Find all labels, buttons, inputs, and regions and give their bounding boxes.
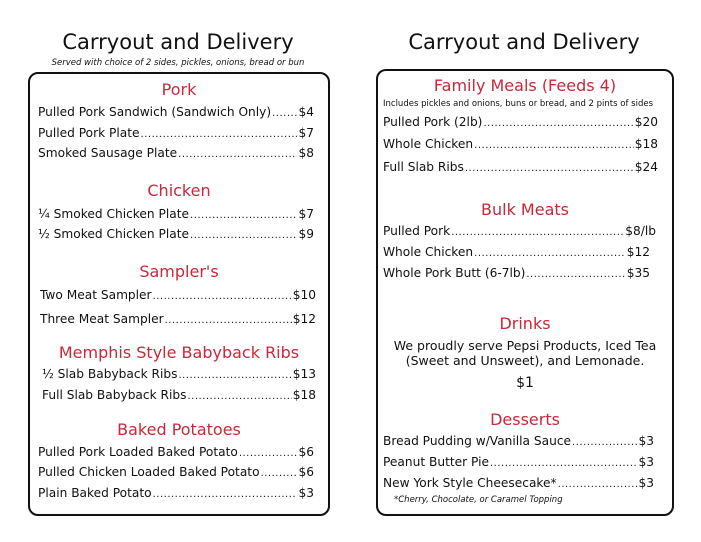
item-name: ½ Slab Babyback Ribs (42, 367, 178, 381)
section-heading-samplers: Sampler's (139, 262, 219, 281)
item-name: Pulled Pork Sandwich (Sandwich Only) (38, 105, 272, 119)
item-name: Plain Baked Potato (38, 486, 152, 500)
section-heading-family-meals: Family Meals (Feeds 4) (433, 76, 617, 95)
item-price: $18 (634, 137, 658, 151)
menu-item (383, 476, 654, 490)
menu-item (38, 105, 314, 119)
item-name: Pulled Pork (383, 224, 451, 238)
item-price: $13 (292, 367, 316, 381)
menu-item (383, 160, 658, 174)
menu-item (42, 367, 316, 381)
item-name: Smoked Sausage Plate (38, 146, 178, 160)
item-price: $4 (298, 105, 314, 119)
leader-dots (572, 434, 637, 448)
item-name: Full Slab Ribs (383, 160, 464, 174)
right-menu-panel (376, 69, 674, 516)
menu-item (42, 388, 316, 402)
item-price: $9 (298, 227, 314, 241)
item-name: Whole Chicken (383, 137, 474, 151)
leader-dots (190, 227, 297, 241)
item-price: $8 (298, 146, 314, 160)
menu-item (383, 266, 650, 280)
item-price: $7 (298, 126, 314, 140)
item-price: $18 (292, 388, 316, 402)
menu-item (38, 207, 314, 221)
item-name: Whole Pork Butt (6-7lb) (383, 266, 526, 280)
menu-item (38, 227, 314, 241)
menu-item (383, 224, 656, 238)
menu-item (383, 115, 658, 129)
drinks-description-line-2: (Sweet and Unsweet), and Lemonade. (405, 353, 645, 368)
menu-item (38, 465, 314, 479)
item-price: $12 (626, 245, 650, 259)
item-price: $24 (634, 160, 658, 174)
section-heading-bulk-meats: Bulk Meats (481, 200, 569, 219)
item-price: $3 (638, 476, 654, 490)
item-price: $10 (292, 288, 316, 302)
section-heading-babyback-ribs: Memphis Style Babyback Ribs (58, 343, 300, 362)
leader-dots (272, 105, 297, 119)
menu-item (38, 445, 314, 459)
item-price: $3 (298, 486, 314, 500)
item-price: $3 (638, 434, 654, 448)
item-price: $20 (634, 115, 658, 129)
menu-item (383, 434, 654, 448)
item-price: $6 (298, 465, 314, 479)
leader-dots (474, 137, 634, 151)
leader-dots (178, 146, 297, 160)
item-price: $7 (298, 207, 314, 221)
leader-dots (526, 266, 625, 280)
right-menu-title: Carryout and Delivery (408, 30, 640, 54)
item-price: $35 (626, 266, 650, 280)
leader-dots (451, 224, 624, 238)
menu-item (38, 486, 314, 500)
drinks-price: $1 (516, 375, 534, 391)
section-heading-pork: Pork (161, 80, 197, 99)
item-name: Bread Pudding w/Vanilla Sauce (383, 434, 572, 448)
item-price: $12 (292, 312, 316, 326)
leader-dots (490, 455, 638, 469)
item-name: Two Meat Sampler (40, 288, 152, 302)
menu-item (40, 288, 316, 302)
desserts-footnote: *Cherry, Chocolate, or Caramel Topping (394, 495, 563, 505)
leader-dots (474, 245, 626, 259)
leader-dots (483, 115, 633, 129)
leader-dots (190, 207, 297, 221)
section-heading-chicken: Chicken (147, 181, 211, 200)
item-name: ¼ Smoked Chicken Plate (38, 207, 190, 221)
leader-dots (239, 445, 298, 459)
leader-dots (187, 388, 291, 402)
item-name: Pulled Pork (2lb) (383, 115, 483, 129)
menu-item (383, 245, 650, 259)
item-name: Pulled Pork Loaded Baked Potato (38, 445, 238, 459)
leader-dots (178, 367, 291, 381)
left-menu-panel (28, 72, 330, 516)
item-name: Peanut Butter Pie (383, 455, 489, 469)
item-name: Whole Chicken (383, 245, 474, 259)
item-name: Pulled Pork Plate (38, 126, 140, 140)
left-menu-subtitle: Served with choice of 2 sides, pickles, onions, bread or bun (51, 58, 305, 68)
leader-dots (165, 312, 292, 326)
menu-item (383, 137, 658, 151)
item-name: Pulled Chicken Loaded Baked Potato (38, 465, 260, 479)
item-name: Three Meat Sampler (40, 312, 164, 326)
item-name: Full Slab Babyback Ribs (42, 388, 187, 402)
leader-dots (261, 465, 298, 479)
menu-item (38, 146, 314, 160)
section-heading-desserts: Desserts (490, 410, 560, 429)
item-price: $3 (638, 455, 654, 469)
drinks-description-line-1: We proudly serve Pepsi Products, Iced Tea (393, 338, 657, 353)
section-heading-drinks: Drinks (499, 314, 551, 333)
leader-dots (465, 160, 634, 174)
leader-dots (141, 126, 298, 140)
item-price: $6 (298, 445, 314, 459)
leader-dots (153, 486, 298, 500)
item-name: New York Style Cheesecake* (383, 476, 557, 490)
item-name: ½ Smoked Chicken Plate (38, 227, 190, 241)
family-meals-note: Includes pickles and onions, buns or bread, and 2 pints of sides (383, 99, 653, 109)
menu-item (383, 455, 654, 469)
item-price: $8/lb (625, 224, 656, 238)
leader-dots (558, 476, 638, 490)
menu-item (40, 312, 316, 326)
leader-dots (153, 288, 292, 302)
menu-item (38, 126, 314, 140)
section-heading-baked-potatoes: Baked Potatoes (117, 420, 241, 439)
left-menu-title: Carryout and Delivery (62, 30, 294, 54)
